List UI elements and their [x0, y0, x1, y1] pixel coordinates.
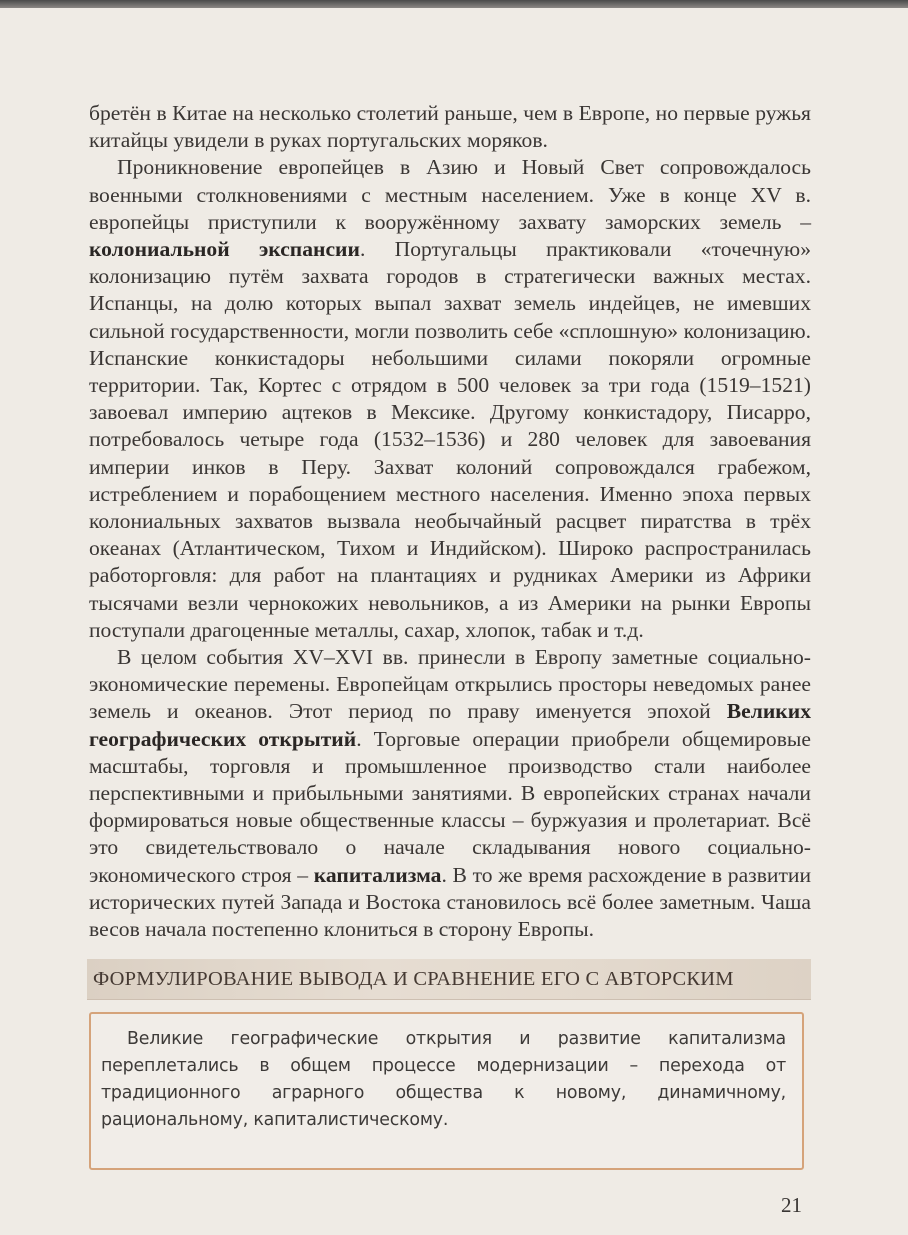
paragraph-3	[89, 644, 811, 943]
paragraph-3-text-c: . В то же время расхождение в развитии исторических путей Запада и Востока становилось всё более заметным. Чаша весов начала постепенно клониться в сторону Европы.	[89, 862, 811, 942]
main-text	[89, 100, 811, 943]
conclusion-text: Великие географические открытия и развитие капитализма переплетались в общем процессе модернизации – перехода от традиционного аграрного общества к новому, динамичному, рациональному, капиталистическому.	[101, 1029, 786, 1130]
term-colonial-expansion: колониальной экспансии	[89, 237, 360, 262]
term-great-discoveries: Великих географических открытий	[89, 699, 811, 751]
paragraph-3-text-b: . Торговые операции приобрели общемировые масштабы, торговля и промышленное производство стали наиболее перспективными и прибыльными занятиями. В европейских странах начали формироваться новые общественные классы – буржуазия и пролетариат. Всё это свидетельствовало о начале складывания нового социально-экономического строя –	[89, 726, 811, 887]
paragraph-1-text: бретён в Китае на несколько столетий раньше, чем в Европе, но первые ружья китайцы увидели в руках португальских моряков.	[89, 101, 811, 153]
section-heading-bar	[87, 959, 811, 1000]
term-capitalism: капитализма	[313, 862, 442, 887]
page-top-edge	[0, 0, 908, 8]
page-number: 21	[781, 1193, 802, 1217]
paragraph-1	[89, 100, 811, 154]
paragraph-2-text-a: Проникновение европейцев в Азию и Новый Свет сопровождалось военными столкновениями с местным населением. Уже в конце XV в. европейцы приступили к вооружённому захвату заморских земель –	[89, 155, 811, 234]
section-heading: ФОРМУЛИРОВАНИЕ ВЫВОДА И СРАВНЕНИЕ ЕГО С АВТОРСКИМ	[93, 967, 734, 990]
paragraph-3-text-a: В целом события XV–XVI вв. принесли в Европу заметные социально-экономические перемены. Европейцам открылись просторы неведомых ранее земель и океанов. Этот период по праву именуется эпохой	[89, 645, 811, 724]
paragraph-2	[89, 154, 811, 644]
conclusion-box	[89, 1012, 804, 1170]
paragraph-2-text-b: . Португальцы практиковали «точечную» колонизацию путём захвата городов в стратегически важных местах. Испанцы, на долю которых выпал захват земель индейцев, не имевших сильной государственности, могли позволить себе «сплошную» колонизацию. Испанские конкистадоры небольшими силами покоряли огромные территории. Так, Кортес с отрядом в 500 человек за три года (1519–1521) завоевал империю ацтеков в Мексике. Другому конкистадору, Писарро, потребовалось четыре года (1532–1536) и 280 человек для завоевания империи инков в Перу. Захват колоний сопровождался грабежом, истреблением и порабощением местного населения. Именно эпоха первых колониальных захватов вызвала необычайный расцвет пиратства в трёх океанах (Атлантическом, Тихом и Индийском). Широко распространилась работорговля: для работ на плантациях и рудниках Америки из Африки тысячами везли чернокожих невольников, а из Америки на рынки Европы поступали драгоценные металлы, сахар, хлопок, табак и т.д.	[89, 237, 811, 642]
